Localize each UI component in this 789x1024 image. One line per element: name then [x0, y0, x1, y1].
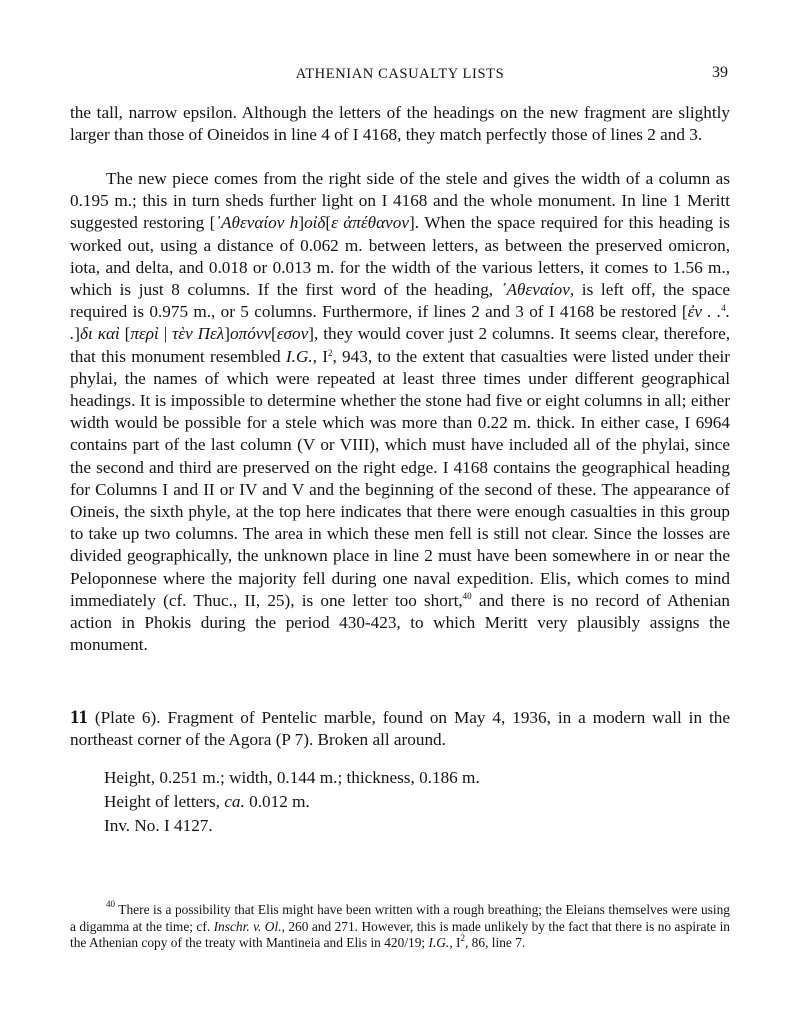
- dimensions-line: Height, 0.251 m.; width, 0.144 m.; thickness, 0.186 m.: [104, 768, 480, 787]
- paragraph-continuation: the tall, narrow epsilon. Although the letters of the headings on the new fragment are slightly larger than those of Oineidos in line 4 of I 4168, they match perfectly those of lines 2 and 3.: [70, 103, 730, 145]
- specifications: [104, 766, 704, 838]
- greek-text: ᾿Αθεναίον,: [500, 280, 575, 300]
- greek-text: εσον: [276, 324, 309, 344]
- footnote-reference[interactable]: 40: [462, 590, 472, 601]
- footnote-number: 40: [106, 899, 115, 909]
- letter-height-line: Height of letters, ca. 0.012 m.: [104, 792, 310, 811]
- page-number: 39: [712, 64, 728, 81]
- inventory-line: Inv. No. I 4127.: [104, 816, 213, 835]
- greek-text: δι καὶ: [80, 324, 120, 344]
- catalogue-number: 11: [70, 707, 88, 728]
- greek-text: τὲν Πελ: [172, 324, 225, 344]
- citation-ig: I.G.: [285, 346, 313, 366]
- footnote: $^{40}$ There is a possibility that Elis might have been written with a rough breathing; the Eleians themselves were using a digamma at the time; cf. Inschr. v. Ol., 260 and 271. However, this is made unlikely by the fact that there is no aspirate in the Athenian copy of the treaty with Mantineia and Elis in 420/19; I.G., $I^2$, 86, line 7.: [70, 899, 730, 951]
- greek-text: . .: [70, 302, 731, 344]
- greek-text: περὶ: [130, 324, 159, 344]
- paragraph-main: The new piece comes from the right side of the stele and gives the width of a column as 0.195 m.; this in turn sheds further light on I 4168 and the whole monument. In line 1 Meritt suggested restoring [᾿Αθεναίον h]οἰδ[ε ἀπέθανον]. When the space required for this heading is worked out, using a distance of 0.062 m. between letters, as between the preserved omicron, iota, and delta, and 0.018 or 0.013 m. for the width of the various letters, it comes to 1.56 m., which is just 8 columns. If the first word of the heading, ᾿Αθεναίον, is left off, the space required is 0.975 m., or 5 columns. Furthermore, if lines 2 and 3 of I 4168 be restored [ἐν . .$^4$. .]δι καὶ [περὶ | τὲν Πελ]οπόνν[εσον], they would cover just 2 columns. It seems clear, therefore, that this monument resembled I.G., $I^2$, 943, to the extent that casualties were listed under their phylai, the names of which were repeated at least three times under different geographical headings. It is impossible to determine whether the stone had five or eight columns in all; either width would be possible for a stele which was more than 0.22 m. thick. In either case, I 6964 contains part of the last column (V or VIII), which must have included all of the phylai, since the second and third are preserved on the right edge. I 4168 contains the geographical heading for Columns I and II or IV and V and the beginning of the second of these. The appearance of Oineis, the sixth phyle, at the top here indicates that there were enough casualties in this group to take up two columns. The area in which these men fell is still not clear. Since the losses are divided geographically, the unknown place in line 2 must have been somewhere in or near the Peloponnese where the majority fell during one naval expedition. Elis, which comes to mind immediately (cf. Thuc., II, 25), is one letter too short,$^{40}$ and there is no record of Athenian action in Phokis during the period 430-423, to which Meritt very plausibly assigns the monument.: [70, 169, 731, 655]
- running-head: [70, 62, 730, 86]
- greek-text: οπόνν: [229, 324, 272, 344]
- greek-text: οἰδ: [304, 213, 326, 233]
- catalogue-entry: 11 (Plate 6). Fragment of Pentelic marble, found on May 4, 1936, in a modern wall in the northeast corner of the Agora (P 7). Broken all around.: [70, 707, 730, 750]
- running-title: ATHENIAN CASUALTY LISTS: [295, 66, 505, 82]
- greek-text: ε ἀπέθανον: [331, 213, 409, 233]
- greek-text: ᾿Αθεναίον h: [215, 213, 299, 233]
- greek-text: ἐν . .: [687, 302, 722, 322]
